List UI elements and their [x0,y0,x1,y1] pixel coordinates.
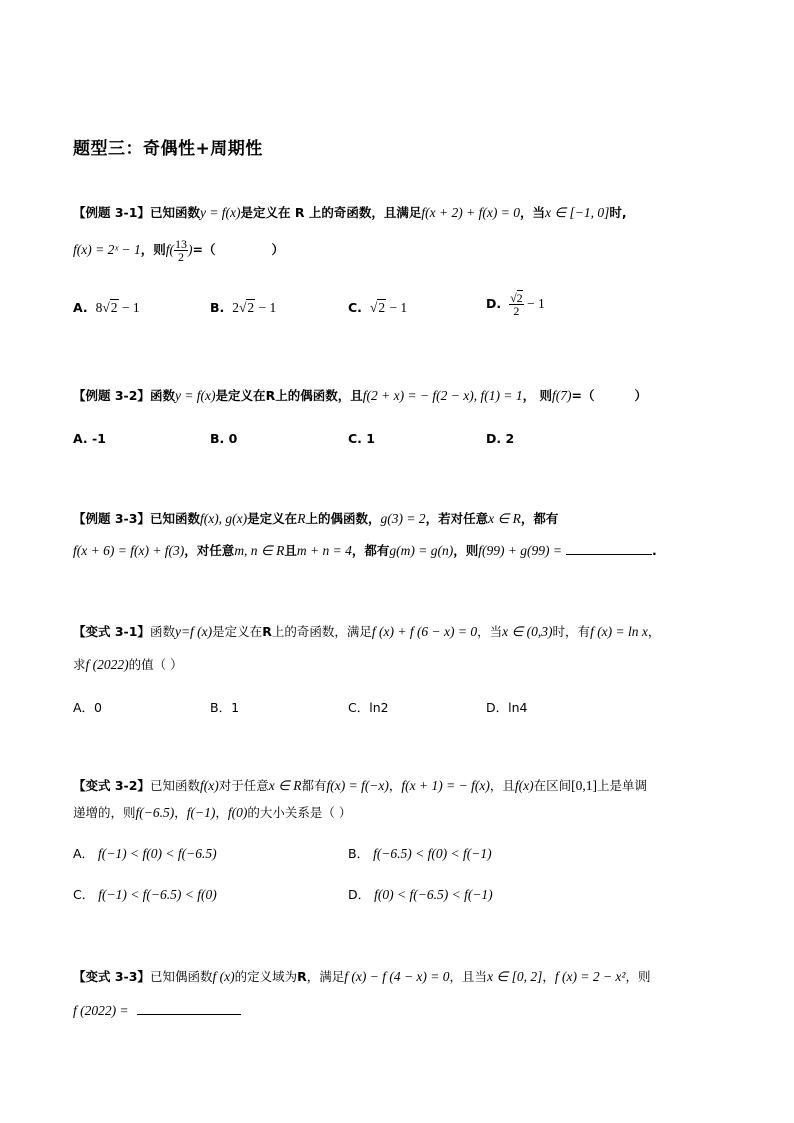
variant-3-3-line-2: f (2022) = [73,1000,241,1021]
fraction: $\frac{13}{2}$ [175,237,188,264]
variant-tag: 【变式 3-1】 [73,624,150,639]
choice-c: C. √2 − 1 [348,300,408,315]
choice-a: A. 8√2 − 1 [73,300,140,315]
choice-a: A. -1 [73,431,106,446]
fraction: $\frac{√2}{2}$ [510,291,523,318]
choice-a: A．0 [73,700,103,715]
choice-b: B. 2√2 − 1 [210,300,277,315]
choice-b: B. 0 [210,431,238,446]
section-heading: 题型三：奇偶性+周期性 [73,139,263,159]
example-tag: 【例题 3-1】 [73,205,150,220]
choice-d: D. 2 [486,431,515,446]
example-tag: 【例题 3-3】 [73,511,150,526]
example-3-3-line-2: f(x + 6) = f(x) + f(3)，对任意m, n ∈ R且m + n = 4，都有g(m) = g(n)，则f(99) + g(99) = . [73,540,657,561]
variant-3-2-line-2: 递增的，则f(−6.5)，f(−1)，f(0)的大小关系是（ ） [73,805,352,820]
choice-c: C．ln2 [348,700,389,715]
choice-d: D. $\frac{√2}{2}$ − 1 [486,291,545,318]
variant-3-1-line-1: 【变式 3-1】函数y=f (x)是定义在R上的奇函数，满足f (x) + f (6 − x) = 0，当x ∈ (0,3)时，有f (x) = ln x， [73,624,661,639]
choice-a: A． f(−1) < f(0) < f(−6.5) [73,846,217,861]
answer-blank [566,540,652,555]
choice-c: C. 1 [348,431,375,446]
variant-3-3-line-1: 【变式 3-3】已知偶函数f (x)的定义域为R，满足f (x) − f (4 − x) = 0，且当x ∈ [0, 2]，f (x) = 2 − x²，则 [73,969,651,984]
example-3-1-line-1: 【例题 3-1】已知函数y = f(x)是定义在 R 上的奇函数，且满足f(x + 2) + f(x) = 0，当x ∈ [−1, 0]时, [73,205,627,220]
example-3-3-line-1: 【例题 3-3】已知函数f(x), g(x)是定义在R上的偶函数，g(3) = 2，若对任意x ∈ R，都有 [73,511,559,526]
answer-blank [137,1000,241,1015]
variant-tag: 【变式 3-2】 [73,778,150,793]
example-3-1-line-2: f(x) = 2ˣ − 1，则f( $\frac{13}{2}$ )=（ ） [73,237,285,264]
choice-c: C． f(−1) < f(−6.5) < f(0) [73,887,217,902]
variant-3-2-line-1: 【变式 3-2】已知函数f(x)对于任意x ∈ R都有f(x) = f(−x)，f(x + 1) = − f(x)，且f(x)在区间[0,1]上是单调 [73,778,648,793]
variant-3-1-line-2: 求f (2022)的值（ ） [73,657,183,672]
example-tag: 【例题 3-2】 [73,388,150,403]
choice-b: B． f(−6.5) < f(0) < f(−1) [348,846,492,861]
choice-d: D．ln4 [486,700,528,715]
choice-d: D． f(0) < f(−6.5) < f(−1) [348,887,493,902]
variant-tag: 【变式 3-3】 [73,969,150,984]
choice-b: B．1 [210,700,240,715]
example-3-2-line-1: 【例题 3-2】函数y = f(x)是定义在R上的偶函数，且f(2 + x) = − f(2 − x), f(1) = 1， 则f(7)=（ ） [73,388,647,403]
